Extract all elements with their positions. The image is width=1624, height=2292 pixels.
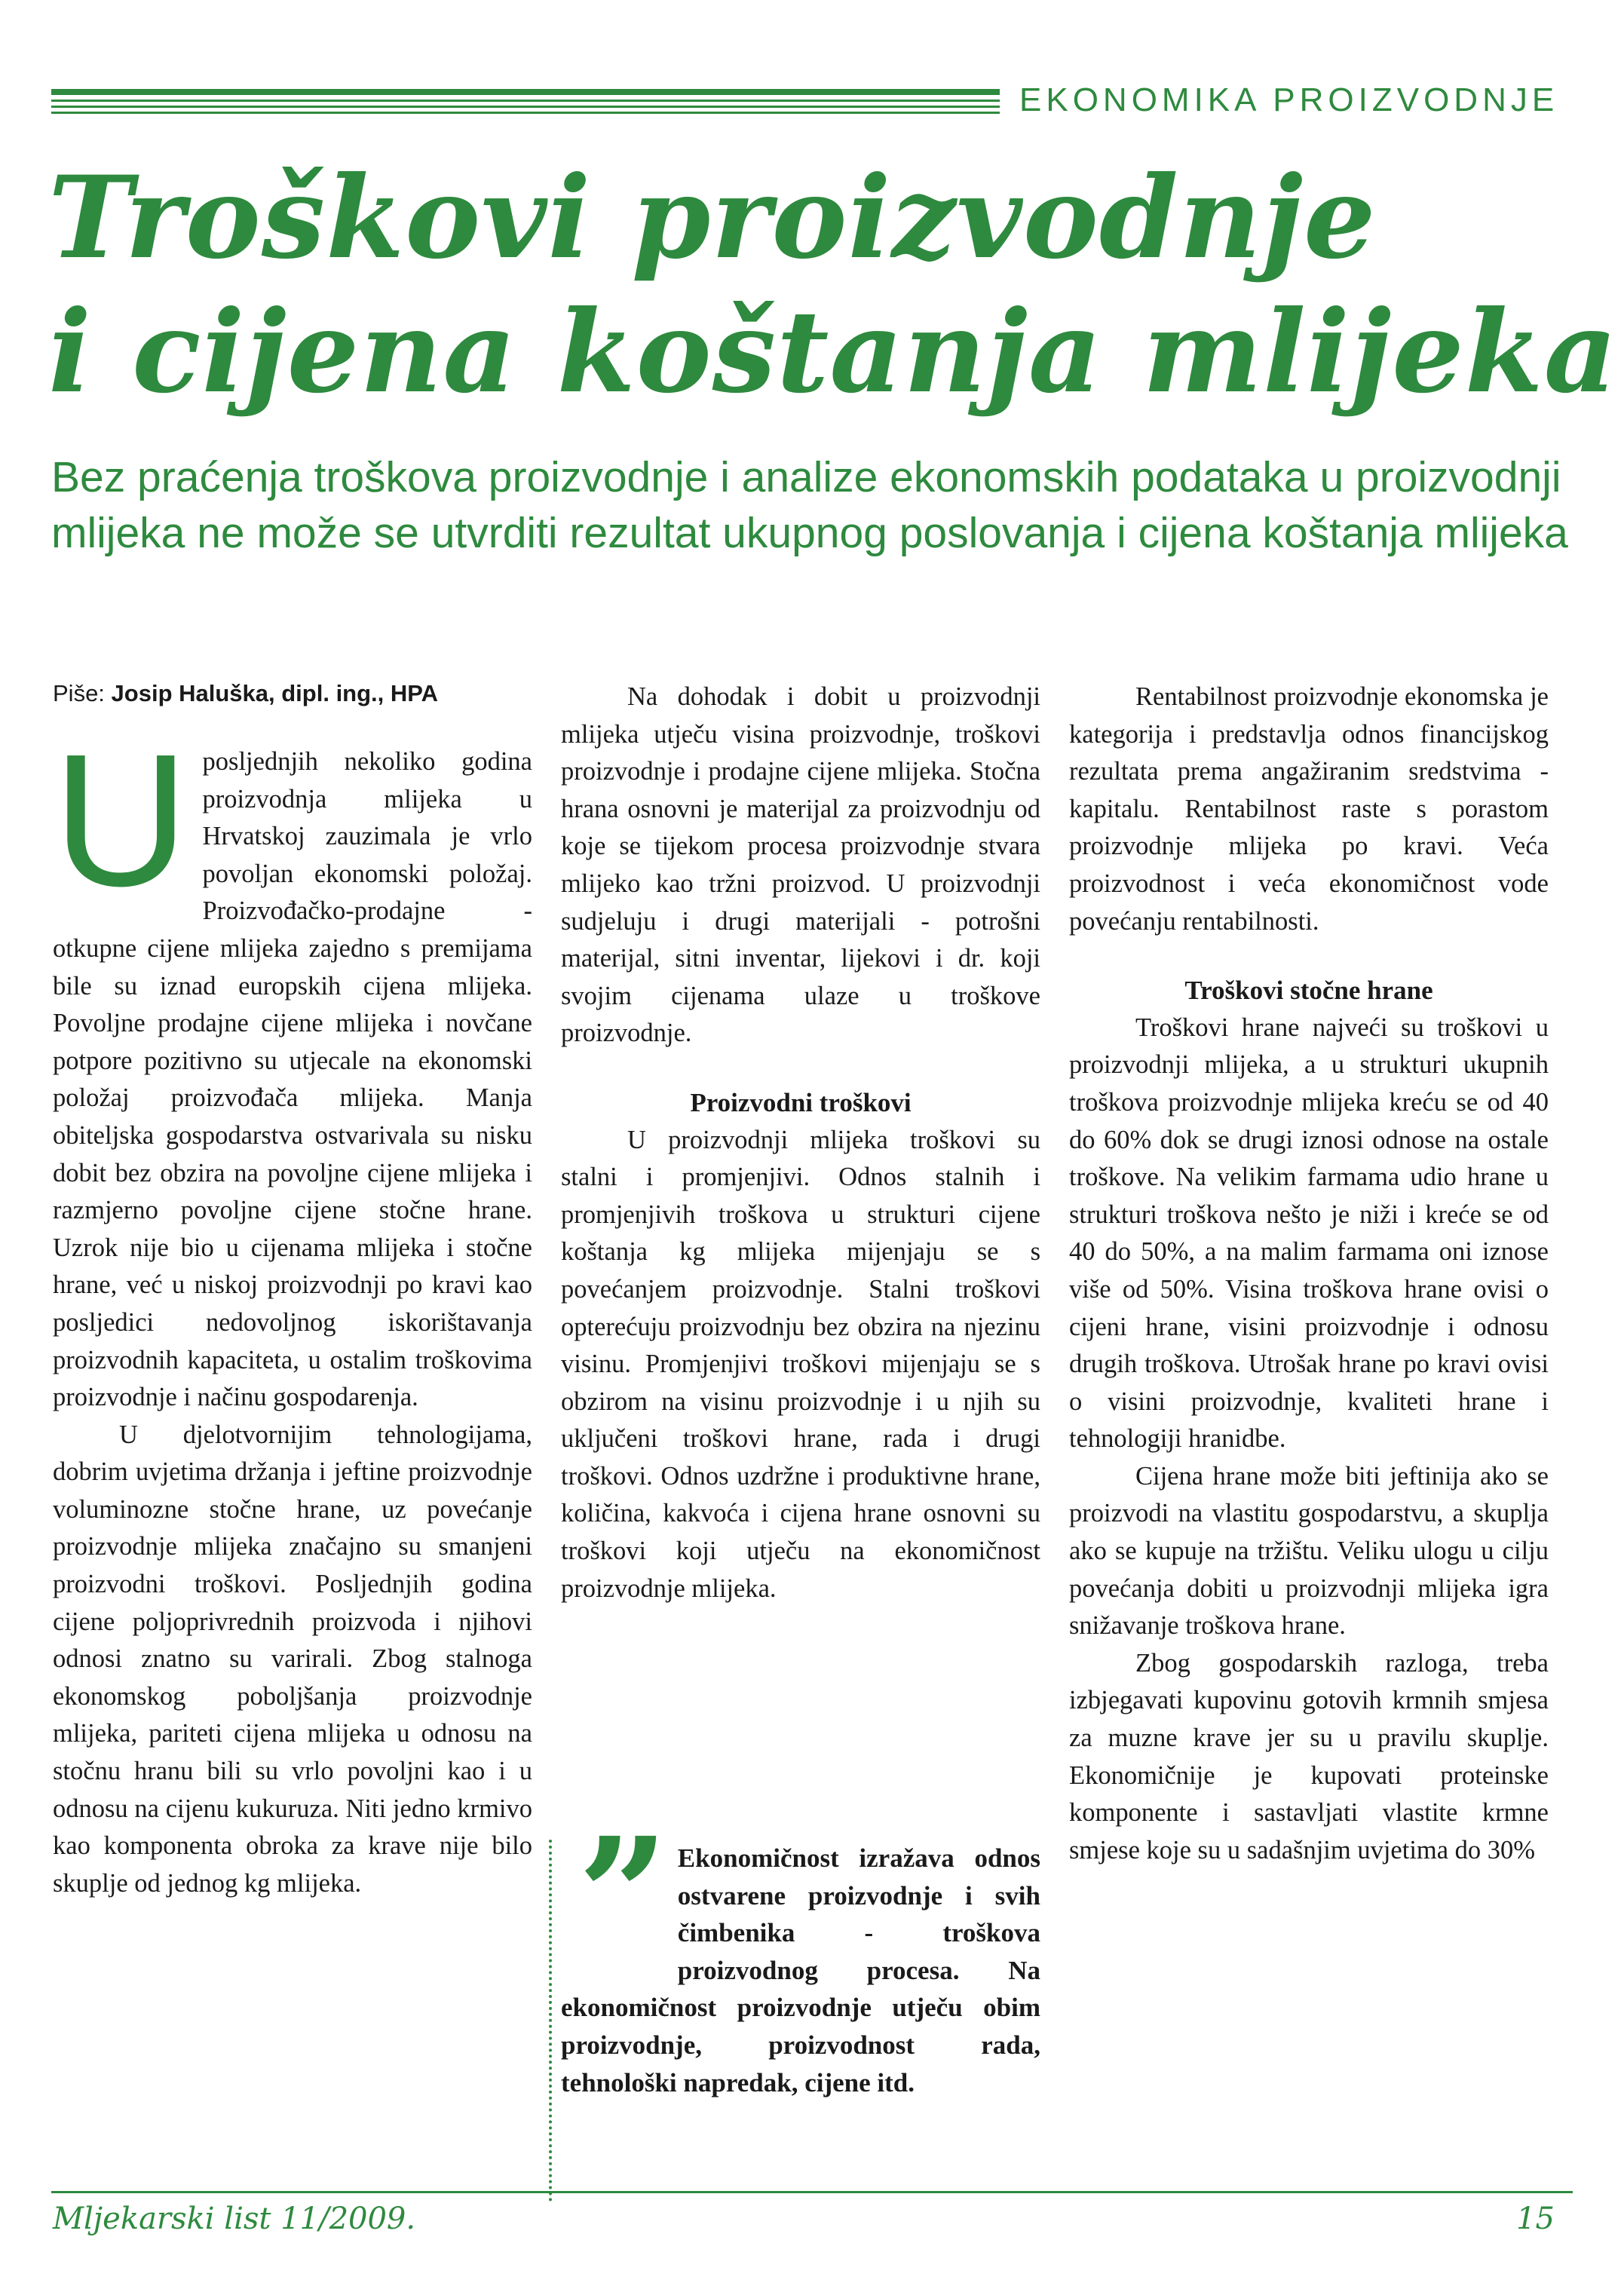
column-3-paragraph-1: Rentabilnost proizvodnje ekonomska je kategorija i predstavlja odnos financijskog rezultata prema angažiranim sredstvima - kapitalu. Rentabilnost raste s porastom proizvodnje mlijeka po kravi. Veća proizvodnost i veća ekonomičnost vode povećanju rentabilnosti. <box>1069 682 1549 936</box>
page-number: 15 <box>1516 2202 1555 2236</box>
byline-author: Josip Haluška, dipl. ing. <box>111 680 378 706</box>
column-2 <box>561 679 1040 1607</box>
heading-production-costs: Proizvodni troškovi <box>690 1087 912 1117</box>
column-1-paragraph-1: posljednjih nekoliko godina proizvodnja mlijeka u Hrvatskoj zauzimala je vrlo povoljan ekonomski položaj. Proizvođačko-prodajne - otkupne cijene mlijeka zajedno s premijama bile su iznad europskih cijena mlijeka. Povoljne prodajne cijene mlijeka i novčane potpore pozitivno su utjecale na ekonomski položaj proizvođača mlijeka. Manja obiteljska gospodarstva ostvarivala su nisku dobit bez obzira na povoljne cijene mlijeka i razmjerno povoljne cijene stočne hrane. Uzrok nije bio u cijenama mlijeka i stočne hrane, već u niskoj proizvodnji po kravi kao posljedici nedovoljnog iskorištavanja proizvodnih kapaciteta, u ostalim troškovima proizvodnje i načinu gospodarenja. <box>53 747 532 1412</box>
journal-issue: Mljekarski list 11/2009. <box>53 2202 416 2236</box>
article-subtitle: Bez praćenja troškova proizvodnje i analize ekonomskih podataka u proizvodnji mlijeka ne može se utvrditi rezultat ukupnog poslovanja i cijena koštanja mlijeka <box>51 453 1568 557</box>
header-rule-thick <box>51 89 1000 95</box>
column-3-paragraph-2: Troškovi hrane najveći su troškovi u proizvodnji mlijeka, a u strukturi ukupnih troškova proizvodnje mlijeka kreću se od 40 do 60% dok se drugi iznosi odnose na ostale troškove. Na velikim farmama udio hrane u strukturi troškova nešto je niži i kreće se od 40 do 50%, a na malim farmama oni iznose više od 50%. Visina troškova hrane ovisi o cijeni hrane, visini proizvodnje i odnosu drugih troškova. Utrošak hrane po kravi ovisi o visini proizvodnje, kvaliteti hrane i tehnologiji hranidbe. <box>1069 1013 1549 1454</box>
byline-prefix: Piše: <box>53 680 105 706</box>
footer-rule <box>51 2191 1573 2193</box>
column-2-paragraph-2: U proizvodnji mlijeka troškovi su stalni i promjenjivi. Odnos stalnih i promjenjivih troškova u strukturi cijene koštanja kg mlijeka mijenjaju se s povećanjem proizvodnje. Stalni troškovi opterećuju proizvodnju bez obzira na njezinu visinu. Promjenjivi troškovi mijenjaju se s obzirom na visinu proizvodnje i u njih su uključeni troškovi hrane, rada i drugi troškovi. Odnos uzdržne i produktivne hrane, količina, kakvoća i cijena hrane osnovni su troškovi koji utječu na ekonomičnost proizvodnje mlijeka. <box>561 1125 1040 1603</box>
column-3-paragraph-4: Zbog gospodarskih razloga, treba izbjegavati kupovinu gotovih krmnih smjesa za muzne krave jer su u pravilu skuplje. Ekonomičnije je kupovati proteinske komponente i sastavljati vlastite krmne smjese koje su u sadašnjim uvjetima do 30% <box>1069 1648 1549 1865</box>
byline-org: , HPA <box>377 680 439 706</box>
title-line-2: i cijena koštanja mlijeka <box>48 286 1618 418</box>
section-label: EKONOMIKA PROIZVODNJE <box>1019 81 1559 118</box>
pullquote-text: Ekonomičnost izražava odnos ostvarene proizvodnje i svih čimbenika - troškova proizvodnog procesa. Na ekonomičnost proizvodnje utječu obim proizvodnje, proizvodnost rada, tehnološki napredak, cijene itd. <box>561 1843 1040 2097</box>
header-rule-thin <box>51 106 1000 108</box>
column-3 <box>1069 679 1549 1869</box>
header-rule-thin <box>51 100 1000 102</box>
drop-cap: U <box>53 715 189 925</box>
column-1 <box>53 679 532 1902</box>
header-rules <box>51 89 1000 116</box>
pullquote <box>561 1803 1040 2101</box>
pullquote-dotted-rule <box>549 1840 555 2202</box>
quote-mark-icon: ” <box>578 1803 661 1989</box>
column-2-paragraph-1: Na dohodak i dobit u proizvodnji mlijeka utječu visina proizvodnje, troškovi proizvodnje i prodajne cijene mlijeka. Stočna hrana osnovni je materijal za proizvodnju od koje se tijekom procesa proizvodnje stvara mlijeko kao tržni proizvod. U proizvodnji sudjeluju i drugi materijali - potrošni materijal, sitni inventar, lijekovi i dr. koji svojim cijenama ulaze u troškove proizvodnje. <box>561 682 1040 1048</box>
article-title <box>48 151 1618 419</box>
column-3-paragraph-3: Cijena hrane može biti jeftinija ako se proizvodi na vlastitu gospodarstvu, a skuplja ako se kupuje na tržištu. Veliku ulogu u cilju povećanja dobiti u proizvodnji mlijeka igra snižavanje troškova hrane. <box>1069 1461 1549 1641</box>
column-1-paragraph-2: U djelotvornijim tehnologijama, dobrim uvjetima držanja i jeftine proizvodnje voluminozne stočne hrane, uz povećanje proizvodnje mlijeka značajno su smanjeni proizvodni troškovi. Posljednjih godina cijene poljoprivrednih proizvoda i njihovi odnosi znatno su varirali. Zbog stalnoga ekonomskog poboljšanja proizvodnje mlijeka, pariteti cijena mlijeka u odnosu na stočnu hranu bili su vrlo povoljni kao i u odnosu na cijenu kukuruza. Niti jedno krmivo kao komponenta obroka za krave nije bilo skuplje od jednog kg mlijeka. <box>53 1420 532 1898</box>
byline <box>53 679 532 709</box>
title-line-1: Troškovi proizvodnje <box>48 152 1377 284</box>
heading-feed-costs: Troškovi stočne hrane <box>1184 976 1433 1006</box>
header-rule-thin <box>51 112 1000 114</box>
